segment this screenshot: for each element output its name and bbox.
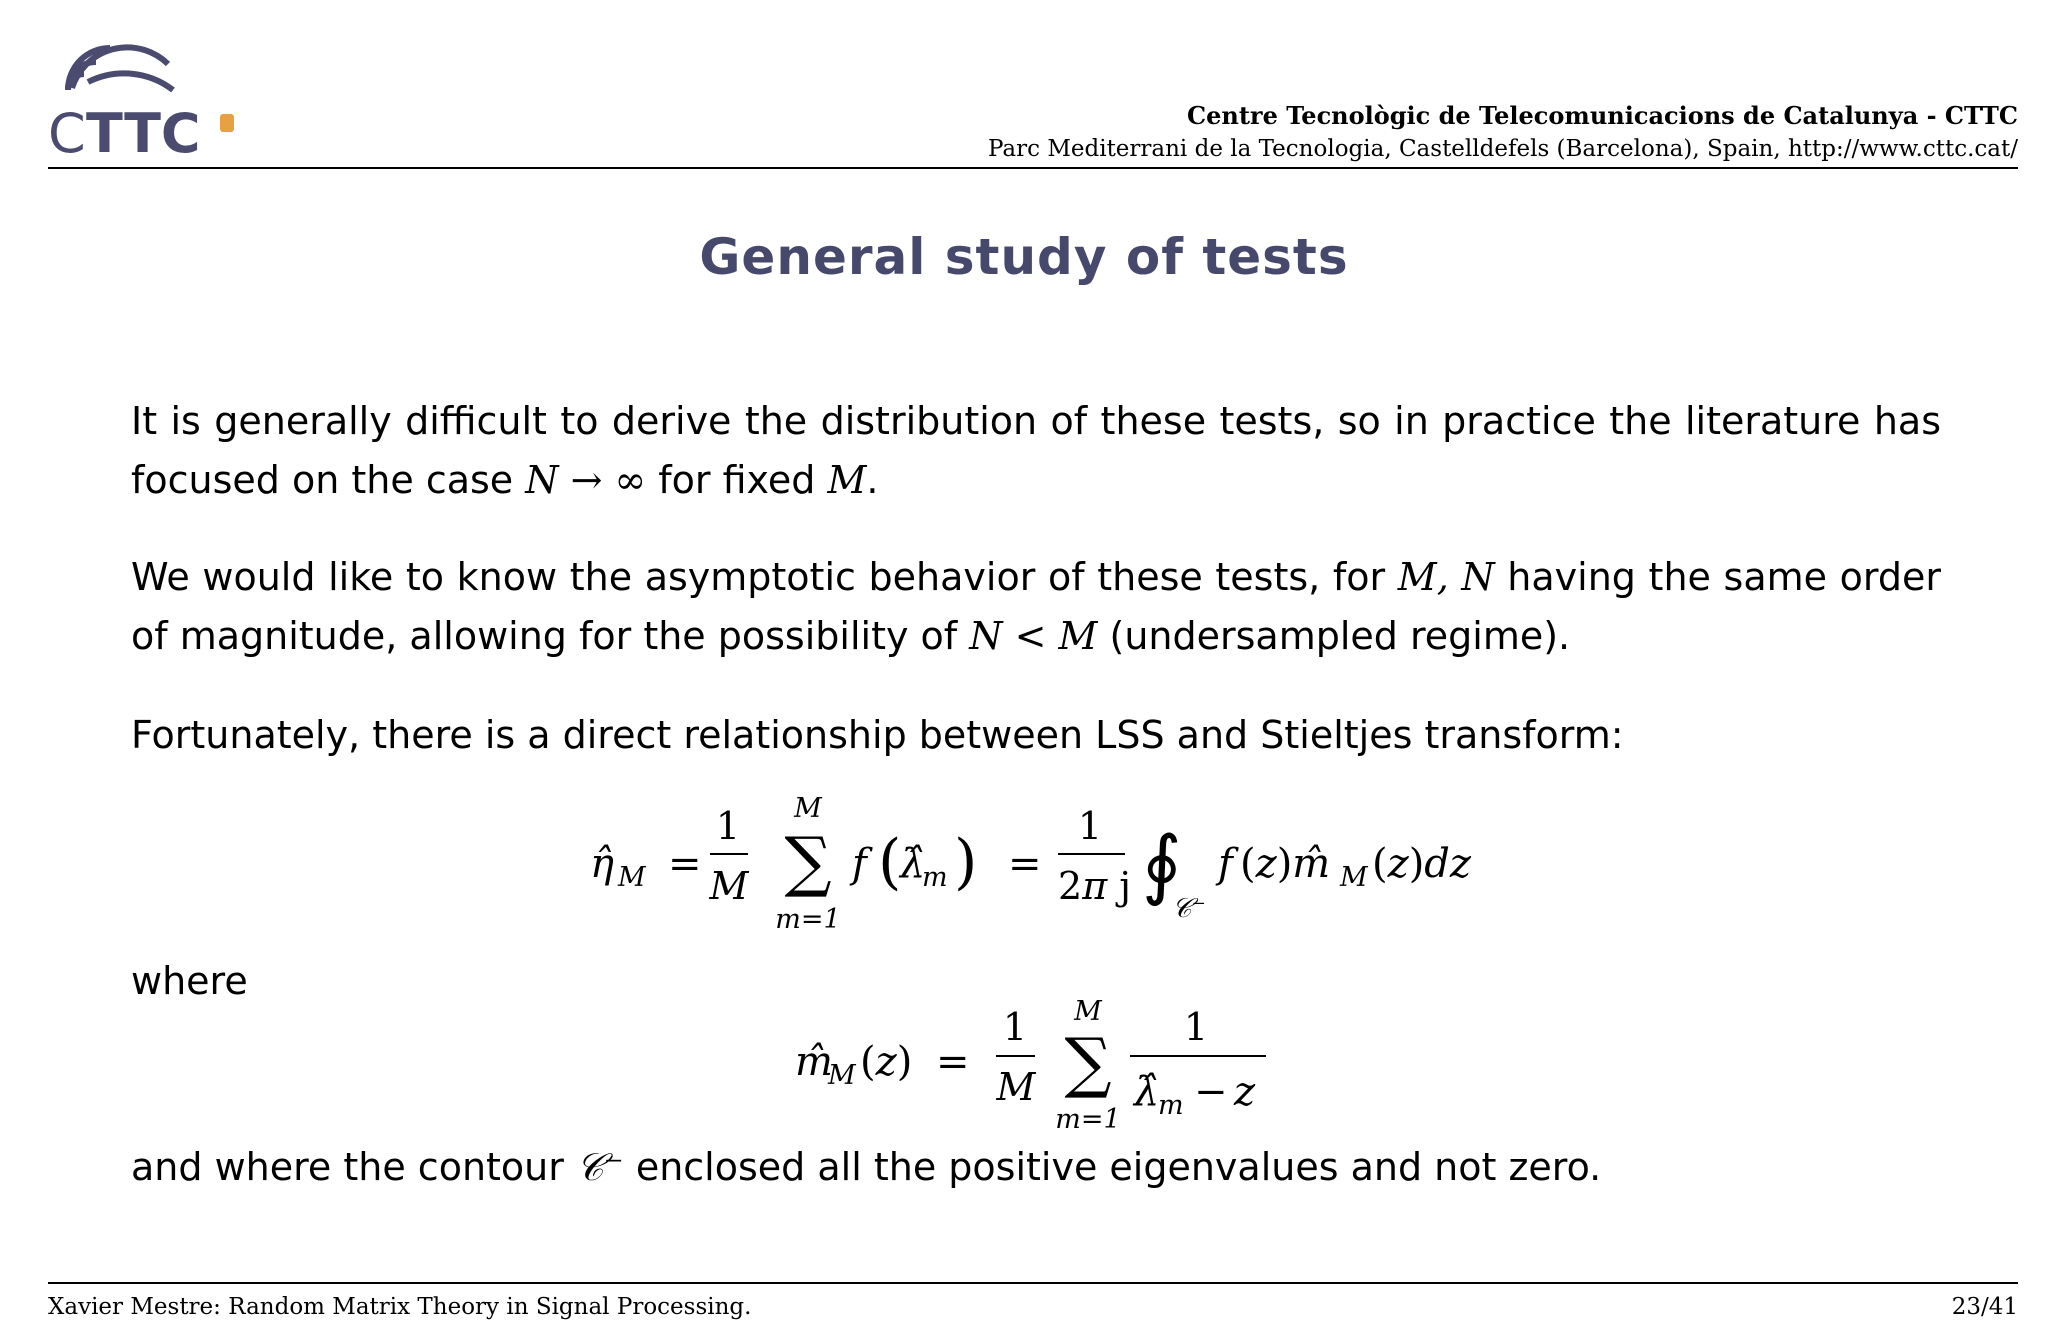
svg-text:f: f <box>1218 841 1233 887</box>
svg-text:2π j: 2π j <box>1058 864 1132 908</box>
p2-math-mn: M, N <box>1397 555 1495 599</box>
svg-text:f: f <box>852 841 867 887</box>
paragraph-1 <box>131 392 1941 510</box>
p1-text-c: . <box>866 458 879 502</box>
svg-text:𝒞⁻: 𝒞⁻ <box>1172 893 1206 924</box>
svg-text:m: m <box>922 862 948 893</box>
p1-text-b: for fixed <box>646 458 828 502</box>
svg-text:M: M <box>1340 862 1368 893</box>
svg-text:1: 1 <box>715 804 741 848</box>
paragraph-3: Fortunately, there is a direct relationship between LSS and Stieltjes transform: <box>131 713 1624 757</box>
paragraph-2 <box>131 548 1941 666</box>
svg-text:−: − <box>1194 1069 1228 1115</box>
header-organization: Centre Tecnològic de Telecomunicacions de Catalunya - CTTC <box>1187 101 2018 130</box>
p4-text-a: and where the contour <box>131 1145 576 1189</box>
svg-text:m̂: m̂ <box>795 1039 833 1085</box>
svg-text:η̂: η̂ <box>590 841 614 887</box>
logo-accent-icon <box>220 114 234 132</box>
svg-text:(z)m̂: (z)m̂ <box>1240 841 1331 887</box>
equation-lss-stieltjes <box>580 782 1500 942</box>
svg-text:∑: ∑ <box>784 823 832 900</box>
svg-text:∮: ∮ <box>1142 819 1182 908</box>
svg-text:M: M <box>794 793 822 824</box>
header-divider <box>48 167 2018 169</box>
logo-letters-ttc: TTC <box>86 102 201 160</box>
p1-text-a: It is generally difficult to derive the distribution of these tests, so in practice the literature has focused on the case <box>131 399 1941 502</box>
p4-text-b: enclosed all the positive eigenvalues and not zero. <box>623 1145 1602 1189</box>
svg-text:m: m <box>1158 1090 1184 1121</box>
p4-math-contour: 𝒞⁻ <box>575 1145 624 1189</box>
where-label: where <box>131 959 248 1003</box>
svg-text:(: ( <box>878 827 902 897</box>
p2-math-ineq: N < M <box>969 614 1098 658</box>
svg-text:=: = <box>936 1039 970 1085</box>
svg-text:1: 1 <box>1183 1005 1209 1049</box>
svg-text:M: M <box>828 1060 856 1091</box>
footer-author-title: Xavier Mestre: Random Matrix Theory in Signal Processing. <box>48 1294 752 1320</box>
svg-text:z: z <box>1234 1069 1256 1115</box>
slide-title: General study of tests <box>699 228 1349 286</box>
svg-text:∑: ∑ <box>1064 1024 1112 1101</box>
svg-text:1: 1 <box>1077 804 1103 848</box>
svg-text:M: M <box>1074 996 1102 1027</box>
svg-text:M: M <box>618 862 646 893</box>
svg-text:m=1: m=1 <box>1055 1104 1121 1135</box>
svg-text:(z)dz: (z)dz <box>1372 841 1471 887</box>
logo-letter-c: C <box>48 102 86 160</box>
svg-text:λ̂: λ̂ <box>1134 1069 1160 1115</box>
cttc-logo <box>48 30 248 160</box>
equation-stieltjes-transform <box>790 990 1290 1140</box>
svg-text:λ̂: λ̂ <box>900 841 926 887</box>
svg-text:M: M <box>996 1065 1036 1109</box>
p1-math-m: M <box>827 458 867 502</box>
footer-page-number: 23/41 <box>1951 1294 2018 1320</box>
p2-text-a: We would like to know the asymptotic behavior of these tests, for <box>131 555 1398 599</box>
footer-divider <box>48 1282 2018 1284</box>
svg-text:=: = <box>668 841 702 887</box>
svg-text:): ) <box>954 827 978 897</box>
svg-text:=: = <box>1008 841 1042 887</box>
p1-math-limit: N → ∞ <box>525 458 647 502</box>
svg-text:1: 1 <box>1002 1005 1028 1049</box>
header-address: Parc Mediterrani de la Tecnologia, Castelldefels (Barcelona), Spain, http://www.cttc.cat/ <box>987 136 2018 162</box>
paragraph-4 <box>131 1138 1941 1197</box>
p2-text-c: (undersampled regime). <box>1097 614 1571 658</box>
svg-text:(z): (z) <box>860 1039 913 1085</box>
p2-text-b: having the same order of magnitude, allowing for the possibility of <box>131 555 1941 658</box>
svg-text:M: M <box>709 864 749 908</box>
header-text <box>988 100 2018 166</box>
svg-text:m=1: m=1 <box>775 904 841 935</box>
